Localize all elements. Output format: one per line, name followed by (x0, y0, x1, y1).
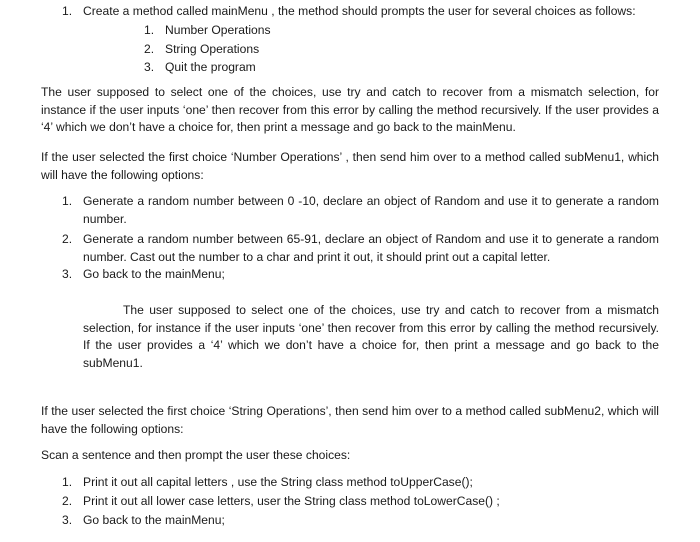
paragraph-mainmenu-rules: The user supposed to select one of the choices, use try and catch to recover from a mismatch selection, for instance if the user inputs ‘one’ then recover from this error by calling the method recursively. If the user provides a ‘4’ which we don’t have a choice for, then print a message and go back to the mainMenu. (41, 85, 659, 134)
list-number: 1. (62, 475, 73, 489)
paragraph-number-operations: If the user selected the first choice ‘Number Operations’ , then send him over to a method called subMenu1, which will have the following options: (41, 150, 659, 182)
submenu1-option: Generate a random number between 65-91, declare an object of Random and use it to generate a random number. Cast out the number to a char and print it out, it should print out a capital letter. (83, 232, 659, 264)
choice-number: 2. (144, 42, 155, 56)
paragraph-string-operations: If the user selected the first choice ‘String Operations’, then send him over to a method called subMenu2, which will have the following options: (41, 404, 659, 436)
list-number: 3. (62, 267, 73, 281)
submenu1-option: Generate a random number between 0 -10, declare an object of Random and use it to generate a random number. (83, 194, 659, 226)
item1-text: Create a method called mainMenu , the method should prompts the user for several choices as follows: (83, 4, 636, 18)
choice-text: Number Operations (165, 23, 271, 37)
choice-text: Quit the program (165, 60, 256, 74)
list-number: 1. (62, 4, 73, 18)
list-number: 2. (62, 232, 73, 246)
paragraph-submenu1-rules: The user supposed to select one of the choices, use try and catch to recover from a mismatch selection, for instance if the user inputs ‘one’ then recover from this error by calling the method recursively. If the user provides a ‘4’ which we don’t have a choice for, then print a message and go back to the subMenu1. (83, 303, 659, 370)
list-number: 2. (62, 494, 73, 508)
submenu2-option: Print it out all capital letters , use the String class method toUpperCase(); (83, 475, 473, 489)
submenu2-option: Go back to the mainMenu; (83, 513, 225, 527)
submenu2-option: Print it out all lower case letters, user the String class method toLowerCase() ; (83, 494, 500, 508)
choice-number: 3. (144, 60, 155, 74)
choice-number: 1. (144, 23, 155, 37)
submenu1-option: Go back to the mainMenu; (83, 267, 225, 281)
list-number: 1. (62, 194, 73, 208)
paragraph-scan-sentence: Scan a sentence and then prompt the user these choices: (41, 448, 351, 462)
list-number: 3. (62, 513, 73, 527)
choice-text: String Operations (165, 42, 260, 56)
